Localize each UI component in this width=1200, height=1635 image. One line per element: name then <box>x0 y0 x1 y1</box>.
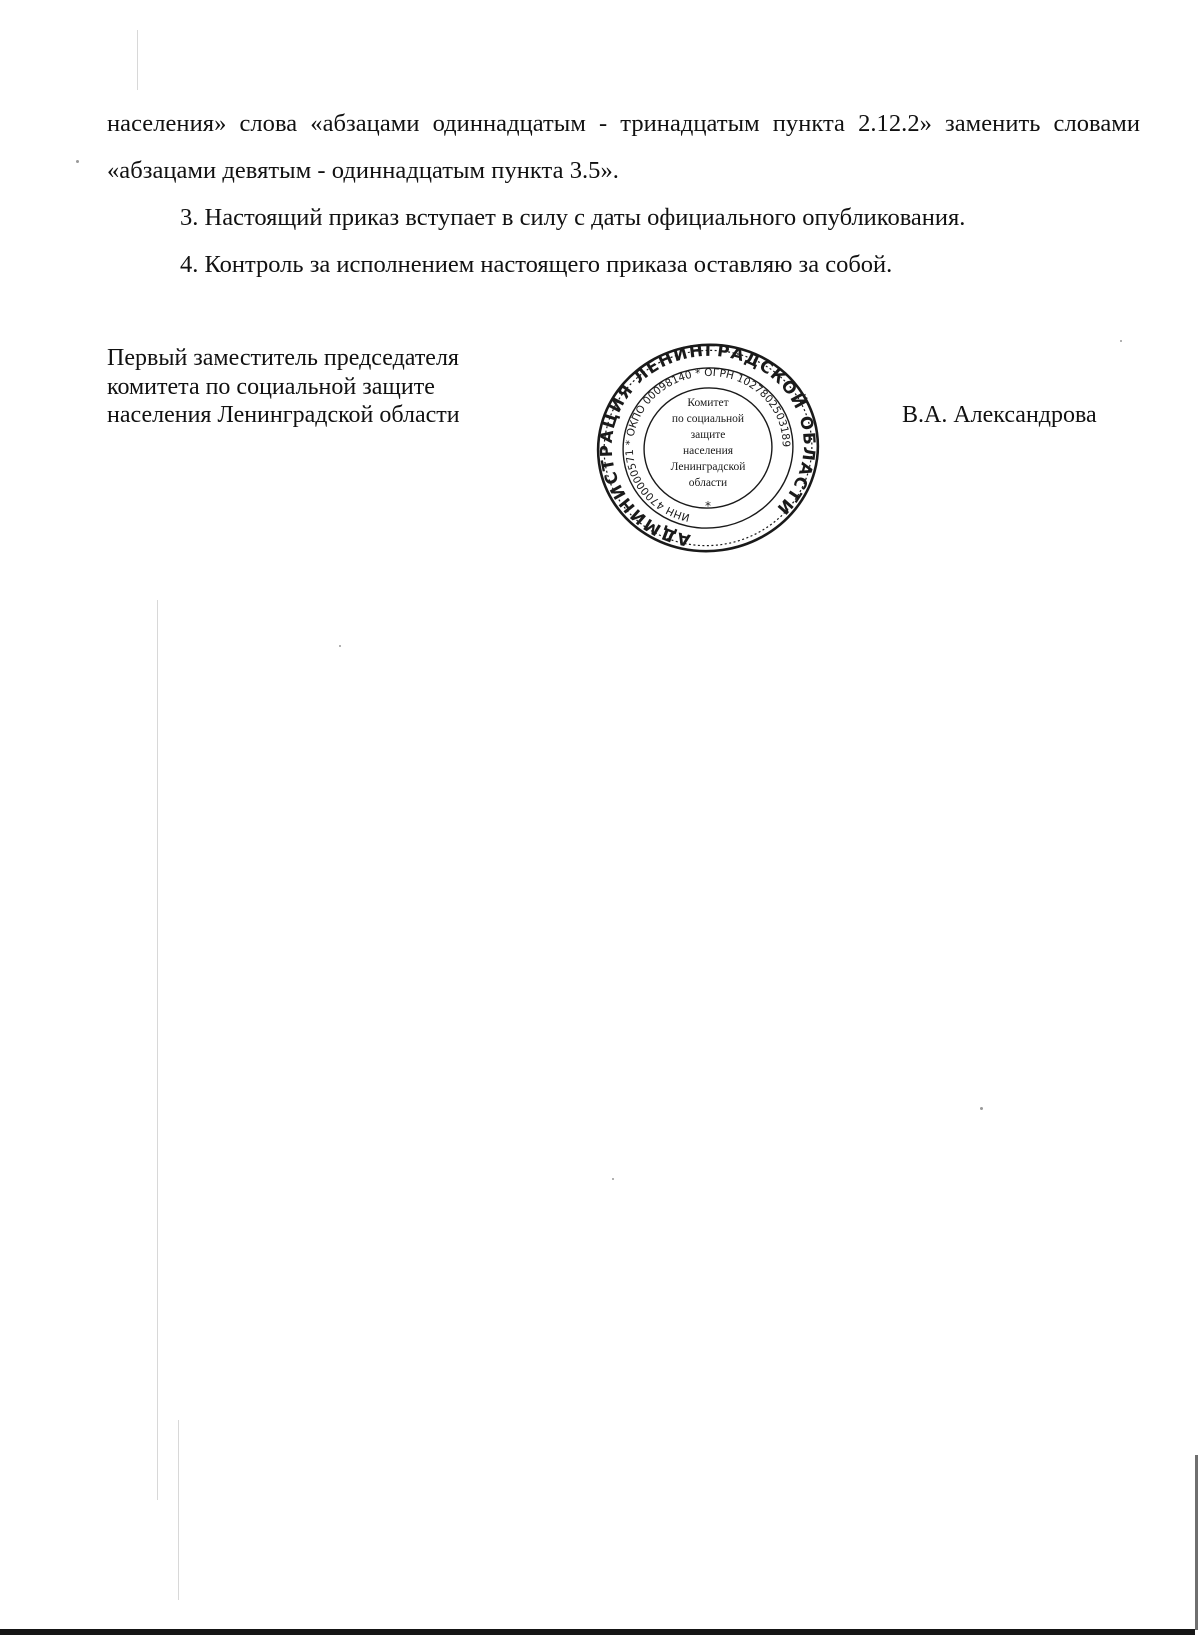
seal-middle-text: ИНН 4700000571 * ОКПО 00098140 * ОГРН 1027802503189 <box>623 366 792 524</box>
scan-margin-line <box>178 1420 179 1600</box>
scan-speck <box>76 160 79 163</box>
scan-speck <box>612 1178 614 1180</box>
signatory-name: В.А. Александрова <box>902 402 1097 428</box>
paragraph-4: 4. Контроль за исполнением настоящего приказа оставляю за собой. <box>180 251 893 278</box>
signatory-title-line-3: населения Ленинградской области <box>107 402 460 428</box>
scan-edge <box>1195 1455 1198 1630</box>
seal-center-line-4: населения <box>682 445 734 457</box>
official-seal <box>588 338 828 558</box>
seal-center-line-5: Ленинградской <box>670 461 746 473</box>
seal-outer-text: АДМИНИСТРАЦИЯ ЛЕНИНГРАДСКОЙ ОБЛАСТИ <box>596 340 819 550</box>
scan-speck <box>1120 340 1122 342</box>
paragraph-continuation: населения» слова «абзацами одиннадцатым - тринадцатым пункта 2.12.2» заменить словами «абзацами девятым - одиннадцатым пункта 3.5». <box>107 110 1140 184</box>
scan-margin-line <box>137 30 138 90</box>
scan-speck <box>339 645 341 647</box>
seal-center-line-6: области <box>688 477 728 489</box>
seal-center-line-1: Комитет <box>687 397 729 409</box>
scan-bottom-edge <box>0 1629 1195 1635</box>
signatory-title-line-1: Первый заместитель председателя <box>107 345 459 371</box>
seal-center-line-3: защите <box>690 429 726 441</box>
signatory-title-line-2: комитета по социальной защите <box>107 373 435 400</box>
paragraph-3: 3. Настоящий приказ вступает в силу с даты официального опубликования. <box>180 204 966 231</box>
scan-speck <box>980 1107 983 1110</box>
scan-margin-line <box>157 600 158 1500</box>
svg-text:*: * <box>705 499 711 513</box>
seal-center-line-2: по социальной <box>671 413 745 425</box>
signatory-title <box>107 344 547 430</box>
